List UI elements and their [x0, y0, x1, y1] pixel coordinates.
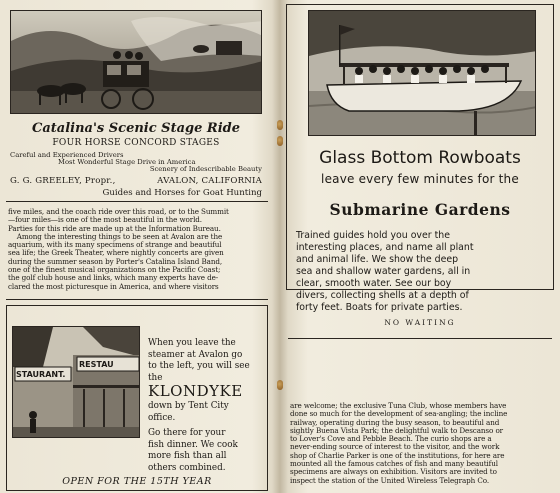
stage-location: AVALON, CALIFORNIA: [157, 176, 262, 186]
text-line: interesting places, and name all plant: [296, 242, 474, 253]
text-line: mounted all the famous catches of fish and many beautiful: [290, 459, 498, 469]
restaurant-sign-right: RESTAU: [79, 360, 114, 369]
text-line: steamer at Avalon go: [148, 349, 243, 360]
text-line: divers, collecting shells at a depth of: [296, 290, 469, 301]
stage-subheading: FOUR HORSE CONCORD STAGES: [52, 138, 220, 148]
klondyke-footer: OPEN FOR THE 15TH YEAR: [62, 476, 212, 487]
right-body-text: [290, 402, 556, 485]
no-waiting: NO WAITING: [384, 318, 456, 327]
klondyke-location: [148, 401, 266, 424]
text-line: sightly Buena Vista Park; the delightful walk to Descanso or: [290, 425, 504, 435]
stage-coach-photo: [10, 10, 262, 114]
glass-subtitle: leave every few minutes for the: [321, 172, 519, 186]
klondyke-intro: [148, 338, 266, 384]
text-line: Parties for this ride are made up at the Information Bureau.: [8, 223, 221, 233]
text-line: Trained guides hold you over the: [296, 230, 450, 241]
text-line: Among the interesting things to be seen at Avalon are the: [8, 231, 223, 241]
text-line: forty feet. Boats for private parties.: [296, 302, 463, 313]
right-page: [284, 0, 560, 493]
text-line: railway, operating during the busy season, to beautiful and: [290, 417, 500, 427]
divider: [6, 299, 268, 300]
klondyke-name: KLONDYKE: [148, 382, 243, 400]
text-line: fish dinner. We cook: [148, 439, 238, 450]
glass-body: [296, 230, 552, 314]
text-line: five miles, and the coach ride over this road, or to the Summit: [8, 207, 229, 216]
stage-proprietor: G. G. GREELEY, Propr.,: [10, 176, 116, 186]
text-line: to Lover's Cove and Pebble Beach. The curio shops are a: [290, 434, 492, 444]
text-line: sea and shallow water gardens, all in: [296, 266, 471, 277]
stage-line-drivers: Careful and Experienced Drivers: [10, 151, 124, 159]
stage-line-scenery: Scenery of Indescribable Beauty: [149, 165, 262, 173]
text-line: sea life; the Greek Theater, where nightly concerts are given: [8, 248, 224, 258]
text-line: down by Tent City: [148, 401, 229, 411]
text-line: one of the finest musical organizations on the Pacific Coast;: [8, 265, 221, 275]
divider: [6, 201, 268, 202]
text-line: clear, smooth water. See our boy: [296, 278, 452, 289]
text-line: shop of Charlie Parker is one of the institutions, for here are: [290, 450, 505, 460]
text-line: —four miles—is one of the most beautiful in the world.: [8, 215, 202, 225]
text-line: to the left, you will see: [148, 361, 250, 371]
submarine-gardens: Submarine Gardens: [329, 200, 511, 219]
rowboat-photo: [308, 10, 536, 136]
text-line: done so much for the development of sea-angling; the incline: [290, 409, 508, 419]
text-line: are welcome; the exclusive Tuna Club, whose members have: [290, 401, 507, 410]
stage-line-drive: Most Wonderful Stage Drive in America: [58, 158, 196, 166]
stage-guides: Guides and Horses for Goat Hunting: [102, 188, 262, 198]
staple: [277, 120, 283, 130]
left-body-text: [8, 208, 270, 291]
text-line: specimens are always on exhibition. Visitors are invited to: [290, 467, 497, 477]
text-line: more fish than all: [148, 451, 227, 461]
text-line: When you leave the: [148, 338, 236, 348]
restaurant-sign-left: STAURANT.: [16, 370, 66, 379]
divider: [288, 338, 552, 339]
staple: [277, 136, 283, 146]
restaurant-photo: [12, 326, 140, 438]
left-page: [0, 0, 276, 493]
staple: [277, 380, 283, 390]
text-line: never-ending source of interest to the visitor, and the work: [290, 442, 500, 452]
text-line: the golf club house and links, which many experts have de-: [8, 273, 219, 283]
text-line: and animal life. We show the deep: [296, 254, 459, 265]
text-line: the: [148, 372, 163, 383]
text-line: aquarium, with its many specimens of strange and beautiful: [8, 240, 222, 250]
stage-heading: Catalina's Scenic Stage Ride: [32, 121, 240, 136]
klondyke-pitch: [148, 428, 266, 474]
glass-title: Glass Bottom Rowboats: [319, 148, 521, 168]
text-line: office.: [148, 412, 176, 423]
text-line: Go there for your: [148, 428, 226, 438]
text-line: clared the most picturesque in America, and where visitors: [8, 281, 219, 291]
text-line: during the summer season by Porter's Catalina Island Band,: [8, 256, 223, 266]
text-line: others combined.: [148, 462, 226, 473]
text-line: inspect the station of the United Wireless Telegraph Co.: [290, 475, 490, 485]
